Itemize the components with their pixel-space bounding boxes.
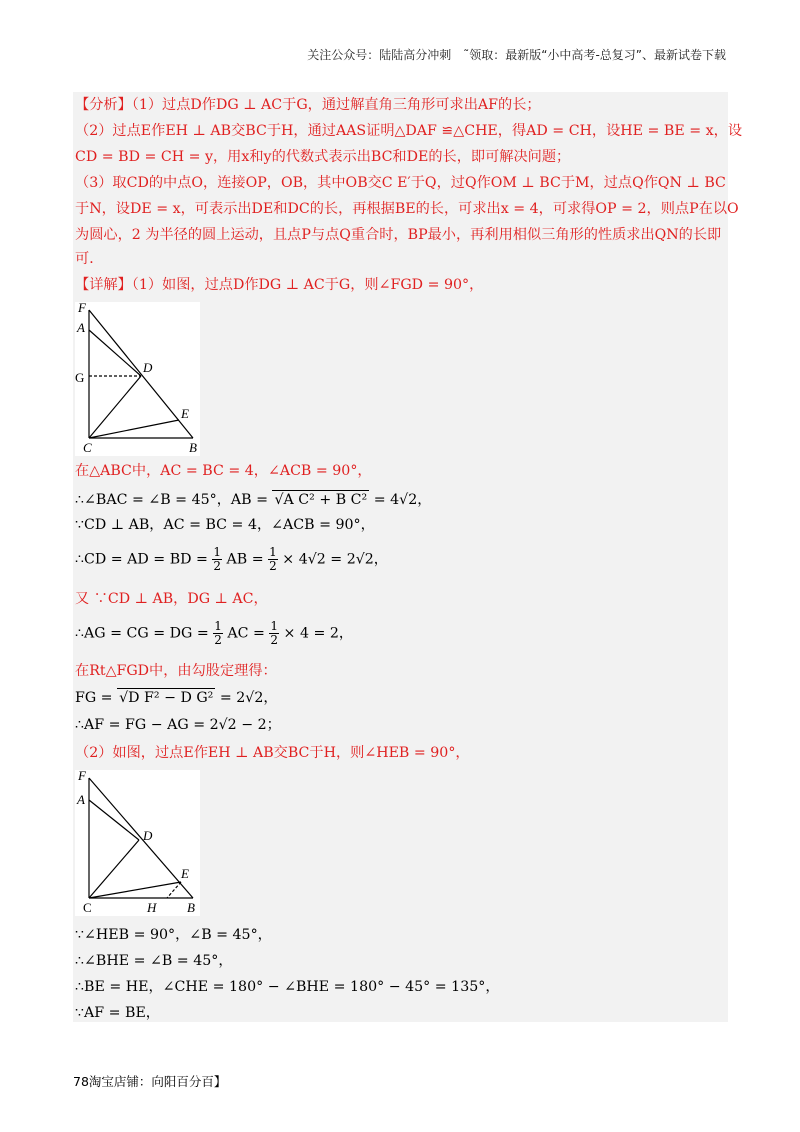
step-1: 在△ABC中，AC = BC = 4，∠ACB = 90°， [75,463,372,479]
analysis-line-2: （2）过点E作EH ⊥ AB交BC于H，通过AAS证明△DAF ≌△CHE，得AD = CH，设HE = BE = x，设 [75,123,743,139]
step-2: ∴∠BAC = ∠B = 45°，AB = √A C² + B C² = 4√2， [75,492,432,508]
figure-1 [75,302,200,456]
label-E: E [181,406,189,421]
figure-2 [75,770,200,916]
label-D: D [143,360,153,375]
step-6: ∴AG = CG = DG = $\frac{1}{2}$ AC = $\frac{1}{2}$ × 4 = 2， [75,619,354,647]
label-B: B [189,440,197,455]
analysis-line-1: 【分析】（1）过点D作DG ⊥ AC于G，通过解直角三角形可求出AF的长； [75,97,541,113]
step-13: ∵AF = BE， [75,1005,160,1021]
page-footer: 78淘宝店铺：向阳百分百】 [73,1074,227,1089]
step-4: ∴CD = AD = BD = $\frac{1}{2}$ AB = $\frac{1}{2}$ × 4√2 = 2√2， [75,545,388,573]
label-C: C [83,440,92,455]
step-3: ∵CD ⊥ AB，AC = BC = 4，∠ACB = 90°， [75,517,375,533]
label-G: G [75,370,85,385]
label-C: C [83,900,92,915]
analysis-line-4: （3）取CD的中点O，连接OP，OB，其中OB交C E′于Q，过Q作OM ⊥ BC于M，过点Q作QN ⊥ BC [75,175,726,191]
step-8: FG = √D F² − D G² = 2√2， [75,690,278,706]
step-7: 在Rt△FGD中，由勾股定理得： [75,663,277,679]
analysis-line-7: 可． [75,251,104,267]
label-D: D [143,828,153,843]
label-B: B [187,900,195,915]
step-12: ∴BE = HE，∠CHE = 180° − ∠BHE = 180° − 45° = 135°， [75,979,500,995]
detail-heading: 【详解】（1）如图，过点D作DG ⊥ AC于G，则∠FGD = 90°， [75,277,484,293]
step-5: 又 ∵CD ⊥ AB，DG ⊥ AC， [75,591,268,607]
label-E: E [181,866,189,881]
label-A: A [77,792,85,807]
step-9: ∴AF = FG − AG = 2√2 − 2； [75,717,281,733]
label-F: F [78,770,86,783]
step-10: ∵∠HEB = 90°，∠B = 45°， [75,927,272,943]
analysis-line-3: CD = BD = CH = y，用x和y的代数式表示出BC和DE的长，即可解决问题； [75,149,571,165]
label-A: A [77,320,85,335]
figure-2-diagram [75,770,200,916]
page-header: 关注公众号：陆陆高分冲刺 ˜领取：最新版“小中高考-总复习”、最新试卷下载 [307,48,726,62]
label-F: F [78,302,86,315]
part-2-heading: （2）如图，过点E作EH ⊥ AB交BC于H，则∠HEB = 90°， [75,745,470,761]
figure-1-diagram [75,302,200,456]
analysis-line-6: 为圆心，2 为半径的圆上运动，且点P与点Q重合时，BP最小，再利用相似三角形的性质求出QN的长即 [75,227,722,243]
analysis-line-5: 于N，设DE = x，可表示出DE和DC的长，再根据BE的长，可求出x = 4，可求得OP = 2，则点P在以O [75,201,739,217]
solution-panel [73,92,743,1022]
step-11: ∴∠BHE = ∠B = 45°， [75,953,233,969]
label-H: H [147,900,157,915]
